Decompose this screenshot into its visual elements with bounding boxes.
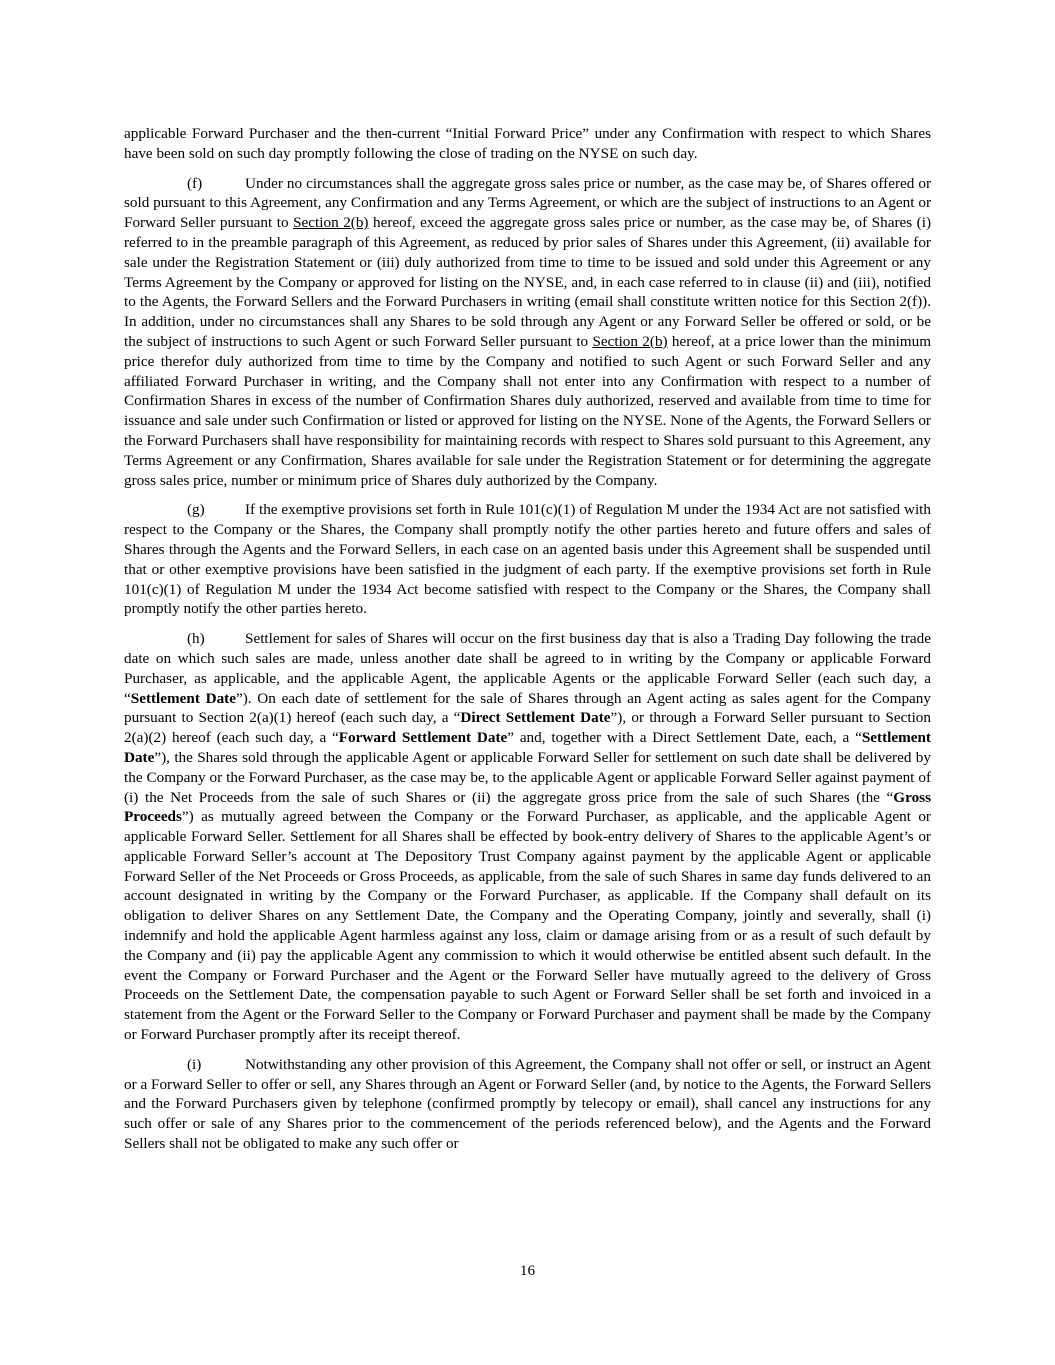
section-reference: Section 2(b) (293, 214, 369, 232)
paragraph-i (124, 1055, 931, 1154)
paragraph-h (124, 629, 931, 1045)
defined-term: Settlement Date (130, 689, 236, 707)
defined-term: Direct Settlement Date (460, 709, 611, 727)
paragraph-text: applicable Forward Purchaser and the then-current “Initial Forward Price” under any Confirmation with respect to which Shares have been sold on such day promptly following the close of trading on the NYSE on such day. (124, 125, 931, 162)
page-number: 16 (519, 1262, 536, 1279)
paragraph-f (124, 174, 931, 491)
paragraph-continuation (124, 124, 931, 164)
defined-term: Settlement Date (124, 729, 931, 766)
paragraph-text: If the exemptive provisions set forth in Rule 101(c)(1) of Regulation M under the 1934 Act are not satisfied with respect to the Company or the Shares, the Company shall promptly notify the other parties hereto and future offers and sales of Shares through the Agents and the Forward Sellers, in each case on an agented basis under this Agreement shall be suspended until that or other exemptive provisions have been satisfied in the judgment of each party. If the exemptive provisions set forth in Rule 101(c)(1) of Regulation M under the 1934 Act become satisfied with respect to the Company or the Shares, the Company shall promptly notify the other parties hereto. (124, 501, 931, 618)
document-page (124, 124, 931, 1164)
paragraph-label-f: (f) (187, 174, 203, 192)
paragraph-text: Under no circumstances shall the aggregate gross sales price or number, as the case may be, of Shares offered or sold pursuant to this Agreement, any Confirmation and any Terms Agreement, or which are the subject of instructions to an Agent or Forward Seller pursuant to (124, 174, 931, 232)
section-reference: Section 2(b) (592, 332, 668, 350)
paragraph-text: Notwithstanding any other provision of this Agreement, the Company shall not offer or sell, or instruct an Agent or a Forward Seller to offer or sell, any Shares through an Agent or Forward Seller (and, by notice to the Agents, the Forward Sellers and the Forward Purchasers given by telephone (confirmed promptly by telecopy or email), shall cancel any instructions for any such offer or sale of any Shares prior to the commencement of the periods referenced below), and the Agents and the Forward Sellers shall not be obligated to make any such offer or (124, 1055, 931, 1153)
paragraph-text: ”), or through a Forward Seller pursuant to Section 2(a)(2) hereof (each such day, a “ (124, 709, 931, 747)
paragraph-text: ”). On each date of settlement for the sale of Shares through an Agent acting as sales agent for the Company pursuant to Section 2(a)(1) hereof (each such day, a “ (124, 689, 931, 727)
paragraph-label-i: (i) (187, 1055, 202, 1073)
paragraph-text: ” and, together with a Direct Settlement Date, each, a “ (507, 729, 862, 747)
paragraph-text: hereof, at a price lower than the minimum price therefor duly authorized from time to time by the Company and notified to such Agent or such Forward Seller and any affiliated Forward Purchaser in writing, and the Company shall not enter into any Confirmation with respect to a number of Confirmation Shares in excess of the number of Confirmation Shares duly authorized, reserved and available from time to time for issuance and sale under such Confirmation or listed or approved for listing on the NYSE. None of the Agents, the Forward Sellers or the Forward Purchasers shall have responsibility for maintaining records with respect to Shares sold pursuant to this Agreement, any Terms Agreement or any Confirmation, Shares available for sale under the Registration Statement or for determining the aggregate gross sales price, number or minimum price of Shares duly authorized by the Company. (124, 332, 932, 489)
paragraph-label-h: (h) (187, 630, 205, 648)
paragraph-text: hereof, exceed the aggregate gross sales price or number, as the case may be, of Shares (i) referred to in the preamble paragraph of this Agreement, as reduced by prior sales of Shares under this Agreement, (ii) available for sale under the Registration Statement or (iii) duly authorized from time to time to be issued and sold under this Agreement or any Terms Agreement by the Company or approved for listing on the NYSE, and, in each case referred to in clause (ii) and (iii), notified to the Agents, the Forward Sellers and the Forward Purchasers in writing (email shall constitute written notice for this Section 2(f)). In addition, under no circumstances shall any Shares to be sold through any Agent or any Forward Seller be offered or sold, or be the subject of instructions to such Agent or such Forward Seller pursuant to (124, 214, 932, 350)
defined-term: Forward Settlement Date (338, 729, 508, 747)
paragraph-text: ”), the Shares sold through the applicable Agent or applicable Forward Seller for settlement on such date shall be delivered by the Company or the Forward Purchaser, as the case may be, to the applicable Agent or applicable Forward Seller against payment of (i) the Net Proceeds from the sale of such Shares or (ii) the aggregate gross price from the sale of such Shares (the “ (124, 748, 931, 806)
paragraph-g (124, 500, 931, 619)
paragraph-text: Settlement for sales of Shares will occur on the first business day that is also a Trading Day following the trade date on which such sales are made, unless another date shall be agreed to in writing by the Company or applicable Forward Purchaser, as applicable, and the applicable Agent, the applicable Agents or the applicable Forward Seller (each such day, a “ (124, 630, 931, 707)
defined-term: Gross Proceeds (124, 788, 931, 826)
paragraph-label-g: (g) (187, 501, 205, 519)
paragraph-text: ”) as mutually agreed between the Company or the Forward Purchaser, as applicable, and the applicable Agent or applicable Forward Seller. Settlement for all Shares shall be effected by book-entry delivery of Shares to the applicable Agent’s or applicable Forward Seller’s account at The Depository Trust Company against payment by the applicable Agent or applicable Forward Seller of the Net Proceeds or Gross Proceeds, as applicable, from the sale of such Shares in same day funds delivered to an account designated in writing by the Company or the Forward Purchaser, as applicable. If the Company shall default on its obligation to deliver Shares on any Settlement Date, the Company and the Operating Company, jointly and severally, shall (i) indemnify and hold the applicable Agent harmless against any loss, claim or damage arising from or as a result of such default by the Company and (ii) pay the applicable Agent any commission to which it would otherwise be entitled absent such default. In the event the Company or Forward Purchaser and the Agent or the Forward Seller have mutually agreed to the delivery of Gross Proceeds on the Settlement Date, the compensation payable to such Agent or Forward Seller shall be set forth and invoiced in a statement from the Agent or the Forward Seller to the Company or Forward Purchaser and payment shall be made by the Company or Forward Purchaser promptly after its receipt thereof. (124, 808, 931, 1044)
